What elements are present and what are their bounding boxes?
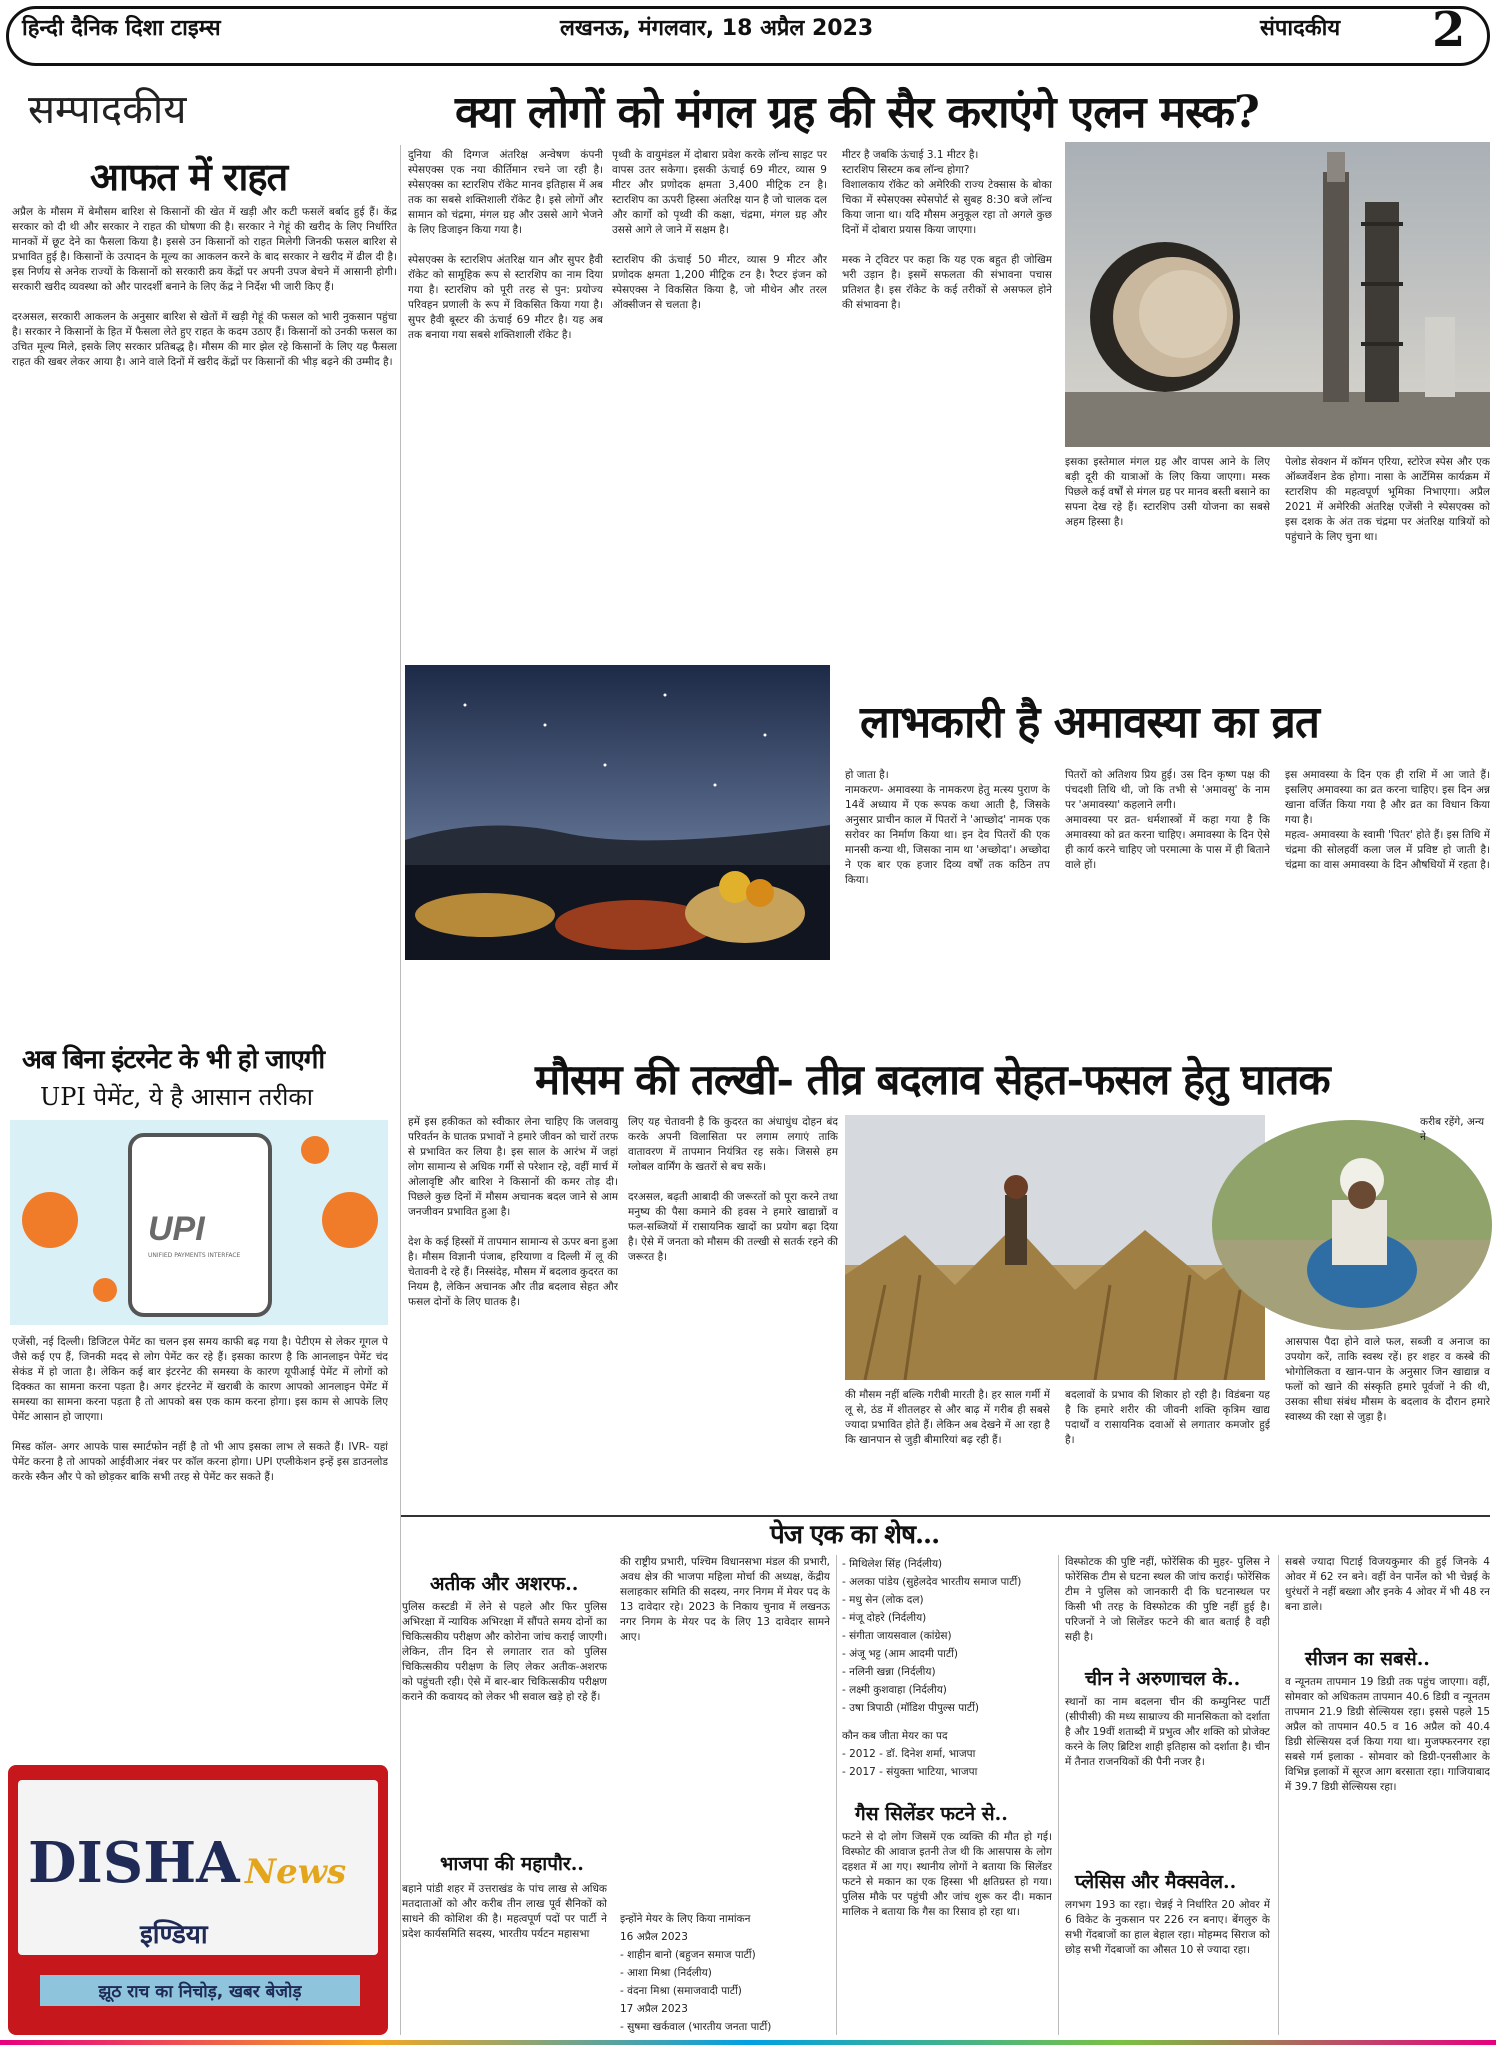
weather-body-4: बदलावों के प्रभाव की शिकार हो रही है। विडंबना यह है कि हमारे शरीर की जीवनी शक्ति कृत्रिम खाद्य पदार्थों व रासायनिक दवाओं से लगातार कमजोर हुई है। [1065, 1389, 1270, 1446]
mayor-body: की राष्ट्रीय प्रभारी, पश्चिम विधानसभा मंडल की प्रभारी, अवध क्षेत्र की भाजपा महिला मोर्चा की अध्यक्ष, केंद्रीय सलाहकार समिति की सदस्य, नगर निगम में मेयर पद के 13 दावेदार रहे। 2023 के निकाय चुनाव में लखनऊ नगर निगम के मेयर पद के लिए 13 दावेदार सामने आए। [620, 1556, 830, 1643]
forensic-body: विस्फोटक की पुष्टि नहीं, फोरेंसिक की मुहर- पुलिस ने फोरेंसिक टीम से घटना स्थल की जांच कराई। फोरेंसिक टीम ने पुलिस को जानकारी दी कि घटनास्थल पर किसी भी तरह के विस्फोटक की पुष्टि नहीं हुई है। परिजनों ने जो सिलेंडर फटने की बात बताई है वही सही है। [1065, 1556, 1270, 1643]
gas-body: फटने से दो लोग जिसमें एक व्यक्ति की मौत हो गई। विस्फोट की आवाज इतनी तेज थी कि आसपास के लोग दहशत में आ गए। स्थानीय लोगों ने बताया कि सिलेंडर फटने से मकान का एक हिस्सा भी क्षतिग्रस्त हो गया। पुलिस मौके पर पहुंची और जांच शुरू कर दी। मकान मालिक ने बताया कि गैस का रिसाव हो रहा था। [842, 1831, 1052, 1918]
weather-caption-bottom: आसपास पैदा होने वाले फल, सब्जी व अनाज का उपयोग करें, ताकि स्वस्थ रहें। हर शहर व कस्बे की भोगोलिकता व खान-पान के अनुसार जिन खाद्यान्न व फलों को खाने की संस्कृति हमारे पूर्वजों ने की थी, उसका सीधा संबंध मौसम के बदलाव के दौरान हमारे स्वास्थ्य की रक्षा से जुड़ा है। [1285, 1336, 1490, 1423]
plasis-body: लगभग 193 का रहा। चेन्नई ने निर्धारित 20 ओवर में 6 विकेट के नुकसान पर 226 रन बनाए। बेंगलुरु के सभी गेंदबाजों का हाल बेहाल रहा। मोहम्मद सिराज को छोड़ सभी गेंदबाजों का औसत 10 से ज्यादा रहा। [1065, 1899, 1270, 1956]
season-title: सीजन का सबसे.. [1305, 1648, 1430, 1670]
amavasya-body-2: पितरों को अतिशय प्रिय हुई। उस दिन कृष्ण पक्ष की पंचदशी तिथि थी, जो कि तभी से 'अमावसु' के नाम पर 'अमावस्या' कहलाने लगी। अमावस्या पर व्रत- धर्मशास्त्रों में कहा गया है कि अमावस्या को व्रत करना चाहिए। अमावस्या के दिन ऐसे ही कार्य करने चाहिए जो परमात्मा के पास में ही बिताने वाले हों। [1065, 769, 1270, 871]
bjp-body: बहाने पांडी शहर में उत्तराखंड के पांच लाख से अधिक मतदाताओं को और करीब तीन लाख पूर्व सैनिकों को साधने की कोशिश की है। महत्वपूर्ण पदों पर पार्टी ने प्रदेश कार्यसमिति सदस्य, भारतीय पर्यटन महासभा [402, 1883, 607, 1940]
vijay-body: सबसे ज्यादा पिटाई विजयकुमार की हुई जिनके 4 ओवर में 62 रन बने। वहीं वेन पार्नेल को भी चेन्नई के धुरंधरों ने नहीं बख्शा और इनके 4 ओवर में भी 48 रन बना डाले। [1285, 1556, 1490, 1613]
upi-body: एजेंसी, नई दिल्ली। डिजिटल पेमेंट का चलन इस समय काफी बढ़ गया है। पेटीएम से लेकर गूगल पे जैसे कई एप हैं, जिनकी मदद से लोग पेमेंट कर रहे हैं। इसका कारण है कि आनलाइन पेमेंट चंद सेकंड में हो जाता है। लेकिन कई बार इंटरनेट की समस्या के कारण यूपीआई पेमेंट में लोगों को दिक्कत का सामना करना पड़ता है। अगर इंटरनेट में खराबी के कारण आपको आनलाइन पेमेंट में समस्या का सामना करना पड़ता है तो आपको बस एक काम करना होगा। इस काम से आपके लिए पेमेंट आसान हो जाएगा। मिस्ड कॉल- अगर आपके पास स्मार्टफोन नहीं है तो भी आप इसका लाभ ले सकते हैं। IVR- यहां पेमेंट करना है तो आपको आईवीआर नंबर पर कॉल करना होगा। UPI एप्लीकेशन इन्हें इस डाउनलोड करके स्कैन और पे को छोड़कर बाकि सभी तरह से पेमेंट कर सकते हैं। [12, 1336, 388, 1483]
upi-headline: अब बिना इंटरनेट के भी हो जाएगी [22, 1045, 325, 1075]
past-mayor-item: - 2012 - डॉ. दिनेश शर्मा, भाजपा [842, 1748, 976, 1760]
column-rule [1278, 1555, 1279, 2035]
season-body: व न्यूनतम तापमान 19 डिग्री तक पहुंच जाएगा। वहीं, सोमवार को अधिकतम तापमान 40.6 डिग्री व न्यूनतम तापमान 21.9 डिग्री सेल्सियस रहा। इससे पहले 15 अप्रैल को तापमान 40.5 व 16 अप्रैल को 40.4 डिग्री सेल्सियस दर्ज किया गया था। मुजफ्फरनगर रहा सबसे गर्म इलाका - सोमवार को डिग्री-एनसीआर के विभिन्न इलाकों में सूरज आग बरसाता रहा। गाजियाबाद में 39.7 डिग्री सेल्सियस रहा। [1285, 1676, 1490, 1793]
candidate-list [842, 1555, 1052, 1717]
candidate-item: - अंजू भट्ट (आम आदमी पार्टी) [842, 1648, 959, 1660]
nomination-item: - सुषमा खर्कवाल (भारतीय जनता पार्टी) [620, 2021, 772, 2033]
candidate-item: - मधु सेन (लोक दल) [842, 1594, 924, 1606]
candidate-item: - संगीता जायसवाल (कांग्रेस) [842, 1630, 952, 1642]
musk-body-1: दुनिया की दिग्गज अंतरिक्ष अन्वेषण कंपनी स्पेसएक्स एक नया कीर्तिमान रचने जा रही है। स्पेसएक्स का स्टारशिप रॉकेट मानव इतिहास में अब तक का सबसे शक्तिशाली रॉकेट है। इसे लोगों और सामान को चंद्रमा, मंगल ग्रह और उससे आगे भेजने के लिए डिजाइन किया गया है। स्पेसएक्स के स्टारशिप अंतरिक्ष यान और सुपर हैवी रॉकेट को सामूहिक रूप से स्टारशिप का नाम दिया गया है। स्टारशिप को पूरी तरह से पुन: प्रयोज्य परिवहन प्रणाली के रूप में विकसित किया गया है। सुपर हैवी बूस्टर की ऊंचाई 69 मीटर है। यह अब तक बनाया गया सबसे शक्तिशाली रॉकेट है। [408, 149, 603, 341]
footer-color-line [0, 2040, 1496, 2045]
disha-news-brand-news: News [245, 1852, 347, 1892]
candidate-item: - मंजू दोहरे (निर्दलीय) [842, 1612, 927, 1624]
nomination-list-2 [620, 2018, 830, 2036]
candidate-item: - लक्ष्मी कुशवाहा (निर्दलीय) [842, 1684, 947, 1696]
past-mayor-item: - 2017 - संयुक्ता भाटिया, भाजपा [842, 1766, 978, 1778]
upi-logo: UPI [148, 1210, 205, 1248]
nomination-date-2: 17 अप्रैल 2023 [620, 2003, 688, 2015]
past-mayors-title: कौन कब जीता मेयर का पद [842, 1730, 948, 1742]
musk-body-4: इसका इस्तेमाल मंगल ग्रह और वापस आने के लिए बड़ी दूरी की यात्राओं के लिए किया जाएगा। मस्क पिछले कई वर्षों से मंगल ग्रह पर मानव बस्ती बसाने का सपना देख रहे हैं। स्टारशिप उसी योजना का सबसे अहम हिस्सा है। [1065, 456, 1270, 528]
musk-body-5: पेलोड सेक्शन में कॉमन एरिया, स्टोरेज स्पेस और एक ऑब्जर्वेशन डेक होगा। नासा के आर्टेमिस कार्यक्रम में स्टारशिप की महत्वपूर्ण भूमिका निभाएगा। अप्रैल 2021 में अमेरिकी अंतरिक्ष एजेंसी ने स्पेसएक्स को इस दशक के अंत तक चंद्रमा पर अंतरिक्ष यात्रियों को पहुंचाने के लिए चुना था। [1285, 456, 1490, 543]
column-rule [1058, 1555, 1059, 2035]
musk-body-2: पृथ्वी के वायुमंडल में दोबारा प्रवेश करके लॉन्च साइट पर वापस उतर सकेगा। इसकी ऊंचाई 69 मीटर, व्यास 9 मीटर और प्रणोदक क्षमता 3,400 मीट्रिक टन है। स्टारशिप का ऊपरी हिस्सा अंतरिक्ष यान है जो चालक दल और कार्गो को पृथ्वी की कक्षा, चंद्रमा, मंगल ग्रह और उससे आगे ले जाने में सक्षम है। स्टारशिप की ऊंचाई 50 मीटर, व्यास 9 मीटर और प्रणोदक क्षमता 1,200 मीट्रिक टन है। रैप्टर इंजन को स्पेसएक्स ने विकसित किया है, जो मीथेन और तरल ऑक्सीजन से चलता है। [612, 149, 827, 311]
page-one-rest-headline: पेज एक का शेष... [770, 1520, 940, 1550]
nomination-item: - आशा मिश्रा (निर्दलीय) [620, 1967, 712, 1979]
disha-news-tagline: झूठ राच का निचोड़, खबर बेजोड़ [40, 1975, 360, 2006]
candidate-item: - उषा त्रिपाठी (मॉडिश पीपुल्स पार्टी) [842, 1702, 980, 1714]
nomination-date-1: 16 अप्रैल 2023 [620, 1931, 688, 1943]
plasis-title: प्लेसिस और मैक्सवेल.. [1075, 1871, 1237, 1893]
nomination-item: - शाहीन बानो (बहुजन समाज पार्टी) [620, 1949, 756, 1961]
disha-news-brand: DISHA [28, 1830, 240, 1896]
section-label: सम्पादकीय [28, 87, 187, 133]
weather-caption-top: करीब रहेंगे, अन्य ने [1420, 1116, 1485, 1143]
candidate-item: - अलका पांडेय (सुहेलदेव भारतीय समाज पार्टी) [842, 1576, 1022, 1588]
upi-subheadline: UPI पेमेंट, ये है आसान तरीका [40, 1083, 314, 1111]
past-mayors-list [842, 1745, 1052, 1781]
starship-photo [1065, 142, 1490, 447]
weather-headline: मौसम की तल्खी- तीव्र बदलाव सेहत-फसल हेतु घातक [535, 1055, 1330, 1104]
nomination-block [620, 1910, 830, 2036]
gas-title: गैस सिलेंडर फटने से.. [855, 1803, 1008, 1825]
candidate-block [842, 1555, 1052, 1781]
section-name: संपादकीय [1260, 16, 1341, 41]
column-rule [400, 145, 401, 2035]
nomination-item: - वंदना मिश्रा (समाजवादी पार्टी) [620, 1985, 742, 1997]
column-rule [836, 1555, 837, 2035]
night-sky-photo [405, 665, 830, 960]
nomination-title: इन्होंने मेयर के लिए किया नामांकन [620, 1913, 751, 1925]
editorial-headline: आफत में राहत [90, 154, 288, 199]
page-one-rest-bar [400, 1515, 1490, 1547]
page-number: 2 [1432, 2, 1466, 58]
candidate-item: - नलिनी खन्ना (निर्दलीय) [842, 1666, 936, 1678]
amavasya-body-3: इस अमावस्या के दिन एक ही राशि में आ जाते हैं। इसलिए अमावस्या का व्रत करना चाहिए। इस दिन अन्न खाना वर्जित किया गया है और व्रत का विधान किया गया है। महत्व- अमावस्या के स्वामी 'पितर' होते हैं। इस तिथि में चंद्रमा की सोलहवीं कला जल में प्रविष्ट हो जाती है। चंद्रमा का वास अमावस्या के दिन औषधियों में रहता है। [1285, 769, 1490, 871]
amavasya-body-1: हो जाता है। नामकरण- अमावस्या के नामकरण हेतु मत्स्य पुराण के 14वें अध्याय में एक रूपक कथा आती है, जिसके अनुसार प्राचीन काल में पितरों ने 'आच्छोद' नामक एक सरोवर का निर्माण किया था। इन देव पितरों की एक मानसी कन्या थी, जिसका नाम था 'अच्छोदा'। अच्छोदा ने एक बार एक हजार दिव्य वर्षों तक कठिन तप किया। [845, 769, 1050, 886]
editorial-body: अप्रैल के मौसम में बेमौसम बारिश से किसानों की खेत में खड़ी और कटी फसलें बर्बाद हुई हैं। केंद्र सरकार को दी थी और सरकार ने राहत की घोषणा की है। सरकार ने गेहूं की खरीद के लिए निर्धारित मानकों में छूट देने का फैसला किया है। इससे उन किसानों को राहत मिलेगी जिनकी फसल बारिश से प्रभावित हुई है। किसानों के उत्पादन के मूल्य का आकलन करने के बाद सरकार ने खरीद में ढील दी है। इस निर्णय से अनेक राज्यों के किसानों को सरकारी क्रय केंद्रों पर अपनी उपज बेचने में आसानी होगी। सरकारी खरीद व्यवस्था को और पारदर्शी बनाने के लिए केंद्र ने निर्देश भी जारी किए हैं। दरअसल, सरकारी आकलन के अनुसार बारिश से खेतों में खड़ी गेहूं की फसल को भारी नुकसान पहुंचा है। सरकार ने किसानों के हित में फैसला लेते हुए राहत के कदम उठाए हैं। किसानों को उनकी फसल का उचित मूल्य मिले, इसके लिए सरकार प्रतिबद्ध है। मौसम की मार झेल रहे किसानों के लिए यह फैसला राहत की खबर लेकर आया है। आने वाले दिनों में खरीद केंद्रों पर किसानों की भीड़ बढ़ने की उम्मीद है। [12, 206, 397, 368]
candidate-item: - मिथिलेश सिंह (निर्दलीय) [842, 1558, 943, 1570]
bjp-title: भाजपा की महापौर.. [440, 1853, 584, 1875]
china-title: चीन ने अरुणाचल के.. [1085, 1668, 1241, 1690]
disha-news-sub: इण्डिया [140, 1920, 208, 1950]
upi-logo-tagline: UNIFIED PAYMENTS INTERFACE [148, 1252, 241, 1259]
atiq-body: पुलिस कस्टडी में लेने से पहले और फिर पुलिस अभिरक्षा में न्यायिक अभिरक्षा में सौंपते समय दोनों का चिकित्सकीय परीक्षण और कोरोना जांच कराई जाएगी। लेकिन, तीन दिन से लगातार रात को पुलिस चिकित्सकीय परीक्षण के लिए लेकर अतीक-अशरफ को पहुंचती रही। ऐसे में बार-बार चिकित्सकीय परीक्षण कराने की कवायद को लेकर भी सवाल खड़े हो रहे हैं। [402, 1601, 607, 1703]
nomination-list-1 [620, 1946, 830, 2000]
atiq-title: अतीक और अशरफ.. [430, 1573, 579, 1595]
dateline: लखनऊ, मंगलवार, 18 अप्रैल 2023 [560, 16, 874, 41]
musk-body-3: मीटर है जबकि ऊंचाई 3.1 मीटर है। स्टारशिप सिस्टम कब लॉन्च होगा? विशालकाय रॉकेट को अमेरिकी राज्य टेक्सास के बोका चिका में स्पेसएक्स स्पेसपोर्ट से सुबह 8:30 बजे लॉन्च किया जाना था। यदि मौसम अनुकूल रहा तो अगले कुछ दिनों में दोबारा प्रयास किया जाएगा। मस्क ने ट्विटर पर कहा कि यह एक बहुत ही जोखिम भरी उड़ान है। इसमें सफलता की संभावना पचास प्रतिशत है। इस रॉकेट के कई तरीकों से असफल होने की संभावना है। [842, 149, 1052, 311]
paper-name: हिन्दी दैनिक दिशा टाइम्स [22, 16, 221, 41]
wheat-photo [845, 1115, 1265, 1380]
weather-body-3: की मौसम नहीं बल्कि गरीबी मारती है। हर साल गर्मी में लू से, ठंड में शीतलहर से और बाढ़ में गरीब ही सबसे ज्यादा प्रभावित होते हैं। लेकिन अब देखने में आ रहा है कि खानपान से जुड़ी बीमारियां बढ़ रही हैं। [845, 1389, 1050, 1446]
weather-body-1: हमें इस हकीकत को स्वीकार लेना चाहिए कि जलवायु परिवर्तन के घातक प्रभावों ने हमारे जीवन को चारों तरफ से प्रभावित कर लिया है। इस साल के आरंभ में जहां लोग सामान्य से अधिक गर्मी से परेशान रहे, वहीं मार्च में ओलावृष्टि और बारिश ने किसानों की कमर तोड़ दी। पिछले कुछ दिनों में मौसम अचानक बदल जाने से आम जनजीवन प्रभावित हुआ है। देश के कई हिस्सों में तापमान सामान्य से ऊपर बना हुआ है। मौसम विज्ञानी पंजाब, हरियाणा व दिल्ली में लू की चेतावनी दे रहे हैं। निस्संदेह, मौसम में बदलाव कुदरत का नियम है, लेकिन अचानक और तीव्र बदलाव सेहत और फसल दोनों के लिए घातक है। [408, 1116, 618, 1308]
amavasya-headline: लाभकारी है अमावस्या का व्रत [860, 697, 1319, 748]
musk-headline: क्या लोगों को मंगल ग्रह की सैर कराएंगे एलन मस्क? [455, 87, 1259, 138]
china-body: स्थानों का नाम बदलना चीन की कम्युनिस्ट पार्टी (सीपीसी) की मध्य साम्राज्य की मानसिकता को दर्शाता है और 19वीं शताब्दी में प्रभुत्व और शक्ति को प्रोजेक्ट करने के लिए ब्रिटिश शाही इतिहास को दर्शाता है। चीन में तैनात राजनयिकों की पैनी नजर है। [1065, 1696, 1270, 1768]
weather-body-2: लिए यह चेतावनी है कि कुदरत का अंधाधुंध दोहन बंद करके अपनी विलासिता पर लगाम लगाएं ताकि वातावरण में तापमान नियंत्रित रह सके। जिससे हम ग्लोबल वार्मिंग के खतरों से बच सकें। दरअसल, बढ़ती आबादी की जरूरतों को पूरा करने तथा मनुष्य की पैसा कमाने की हवस ने हमारे खाद्यान्नों व फल-सब्जियों में रासायनिक खादों का प्रयोग बढ़ा दिया है। ऐसे में जनता को मौसम की तल्खी से सतर्क रहने की जरूरत है। [628, 1116, 838, 1263]
